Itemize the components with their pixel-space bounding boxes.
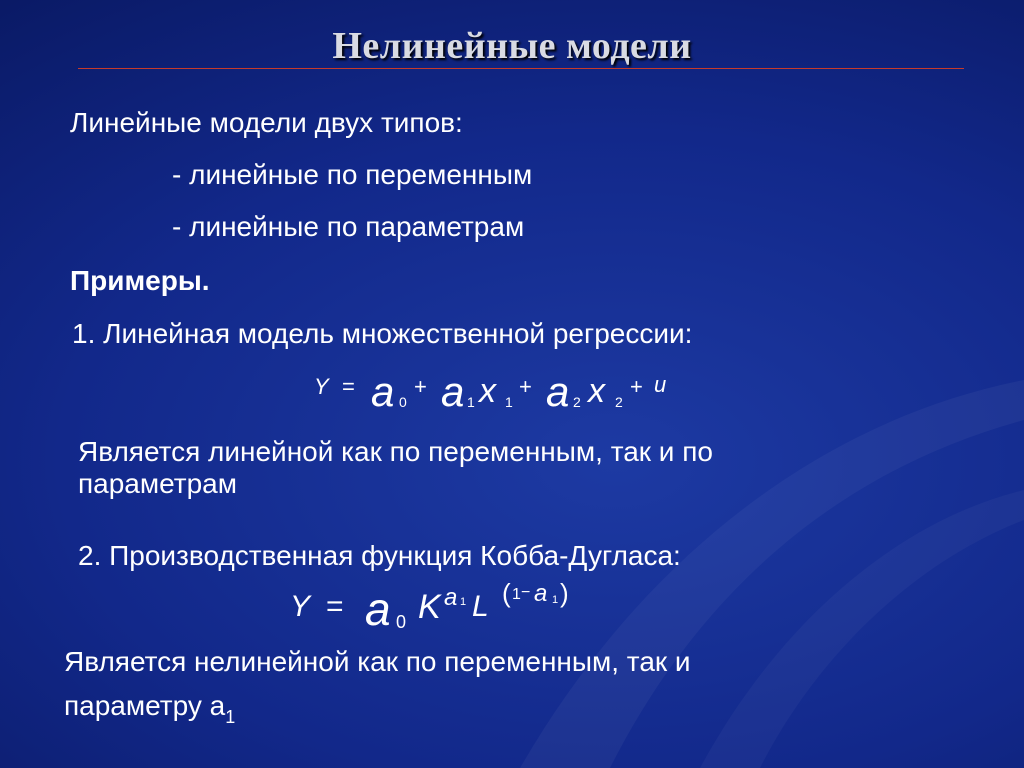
formula2-exp-a-sub: 1 xyxy=(552,594,559,606)
regression-formula xyxy=(314,368,694,418)
formula1-a2: a xyxy=(546,368,570,415)
formula2-a0: a xyxy=(365,583,391,635)
formula1-plus2: + xyxy=(519,374,532,399)
formula1-equals: = xyxy=(342,374,355,399)
formula1-x1: x xyxy=(479,372,496,410)
examples-heading: Примеры. xyxy=(70,265,210,296)
formula1-a2-sub: 2 xyxy=(573,394,581,410)
formula1-x1-sub: 1 xyxy=(505,394,513,410)
type-linear-in-variables: - линейные по переменным xyxy=(172,159,533,190)
formula2-equals: = xyxy=(326,590,344,623)
formula1-plus1: + xyxy=(414,374,427,399)
formula2-y: Y xyxy=(290,590,311,623)
type-linear-in-parameters: - линейные по параметрам xyxy=(172,211,525,242)
formula2-k-exp-sub: 1 xyxy=(460,596,467,608)
formula1-y: Y xyxy=(314,374,329,399)
formula2-l: L xyxy=(472,590,489,623)
formula1-x2-sub: 2 xyxy=(615,394,623,410)
formula1-u: u xyxy=(654,372,667,397)
formula1-plus3: + xyxy=(630,374,643,399)
formula2-paren-close: ) xyxy=(560,578,569,608)
slide-title: Нелинейные модели xyxy=(332,25,692,67)
intro-text: Линейные модели двух типов: xyxy=(70,107,463,138)
formula2-exp-one: 1 xyxy=(512,586,521,603)
formula2-k: K xyxy=(418,588,441,626)
formula2-paren-open: ( xyxy=(502,578,511,608)
formula2-a0-sub: 0 xyxy=(396,612,407,632)
title-divider xyxy=(78,68,964,69)
formula1-a0-sub: 0 xyxy=(399,394,407,410)
conclusion2-subscript: 1 xyxy=(225,707,236,727)
formula2-k-exp: a xyxy=(444,584,458,611)
example2-conclusion-line2 xyxy=(64,690,235,725)
example1-heading: 1. Линейная модель множественной регрессии: xyxy=(72,318,693,349)
formula1-a1-sub: 1 xyxy=(467,394,475,410)
conclusion2-text-tail: параметру а xyxy=(64,690,226,721)
example2-heading: 2. Производственная функция Кобба-Дугласа: xyxy=(78,540,681,571)
formula1-a0: a xyxy=(371,368,395,415)
example2-conclusion-line1: Является нелинейной как по переменным, так и xyxy=(64,646,691,677)
cobb-douglas-formula xyxy=(290,578,590,634)
example1-conclusion: Является линейной как по переменным, так и по параметрам xyxy=(78,436,713,499)
formula2-exp-a: a xyxy=(534,580,548,607)
formula2-exp-minus: − xyxy=(521,584,531,601)
formula1-a1: a xyxy=(441,368,465,415)
formula1-x2: x xyxy=(588,372,605,410)
